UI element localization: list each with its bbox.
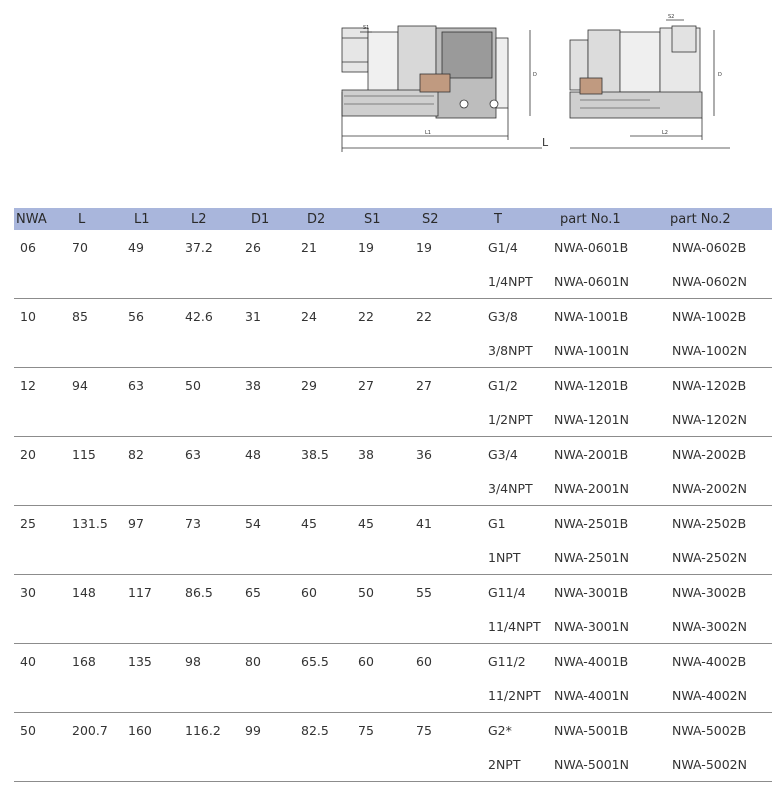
cell-p1: NWA-3001N: [548, 609, 666, 644]
cell-l1: 135: [128, 653, 152, 669]
cell-d1: [239, 333, 295, 368]
cell-p1: NWA-1201N: [548, 402, 666, 437]
table-row: [14, 299, 772, 334]
cell-p2: NWA-1002B: [672, 308, 747, 324]
cell-s2: [410, 678, 466, 713]
cell-l2: [179, 333, 239, 368]
cell-l1: 160: [128, 722, 152, 738]
cell-d2: 65.5: [301, 653, 329, 669]
cell-nwa: 06: [20, 239, 36, 255]
column-header: L: [66, 208, 122, 230]
table-row: [14, 437, 772, 472]
cell-l: [66, 609, 122, 644]
cell-d1: 54: [245, 515, 261, 531]
cell-p2: NWA-2002B: [672, 446, 747, 462]
cell-p1: NWA-4001N: [548, 678, 666, 713]
cell-nwa: [14, 471, 66, 506]
cell-t: 2NPT: [466, 747, 548, 782]
cell-p2: NWA-1202N: [666, 402, 772, 437]
cell-l2: [179, 471, 239, 506]
column-header: L2: [179, 208, 239, 230]
table-row: [14, 747, 772, 782]
cell-p2: NWA-0602B: [672, 239, 747, 255]
cell-t: G1/4: [488, 239, 518, 255]
cell-l: 85: [72, 308, 88, 324]
cell-p2: NWA-5002N: [666, 747, 772, 782]
cell-d1: 80: [245, 653, 261, 669]
table-row: [14, 368, 772, 403]
cell-l2: [179, 264, 239, 299]
cell-nwa: [14, 678, 66, 713]
cell-d2: [295, 609, 352, 644]
cell-nwa: 40: [20, 653, 36, 669]
cell-l2: [179, 609, 239, 644]
cell-p1: NWA-5001N: [548, 747, 666, 782]
cell-l: [66, 678, 122, 713]
cell-l: 148: [72, 584, 96, 600]
cell-d2: 82.5: [301, 722, 329, 738]
cell-s1: 22: [358, 308, 374, 324]
cell-s1: [352, 678, 410, 713]
cell-p2: NWA-5002B: [672, 722, 747, 738]
cell-l2: [179, 402, 239, 437]
cell-p1: NWA-1201B: [554, 377, 629, 393]
cell-l1: [122, 747, 179, 782]
cell-p1: NWA-1001N: [548, 333, 666, 368]
l1-label: L1: [425, 130, 431, 136]
cell-l1: [122, 540, 179, 575]
cell-p2: NWA-3002N: [666, 609, 772, 644]
cell-l1: 56: [128, 308, 144, 324]
cell-l1: 97: [128, 515, 144, 531]
cell-s2: 27: [416, 377, 432, 393]
cell-nwa: [14, 540, 66, 575]
cell-l: 200.7: [72, 722, 108, 738]
cell-p2: NWA-2502B: [672, 515, 747, 531]
cell-l: 168: [72, 653, 96, 669]
table-row: [14, 333, 772, 368]
cell-s2: [410, 609, 466, 644]
column-header: D1: [239, 208, 295, 230]
d1-label: D: [533, 72, 537, 78]
cell-s2: 41: [416, 515, 432, 531]
cell-l2: 116.2: [185, 722, 221, 738]
cell-p1: NWA-2501N: [548, 540, 666, 575]
spec-table: [14, 208, 772, 782]
cell-nwa: 25: [20, 515, 36, 531]
cell-d2: [295, 333, 352, 368]
cell-nwa: [14, 747, 66, 782]
cell-d1: 31: [245, 308, 261, 324]
l2-label: L2: [662, 130, 668, 136]
table-row: [14, 644, 772, 679]
cell-t: G11/2: [488, 653, 526, 669]
cell-p1: NWA-0601N: [548, 264, 666, 299]
cell-d1: 26: [245, 239, 261, 255]
cell-nwa: [14, 609, 66, 644]
cell-nwa: 10: [20, 308, 36, 324]
cell-t: G3/8: [488, 308, 518, 324]
column-header: D2: [295, 208, 352, 230]
cell-s2: [410, 747, 466, 782]
cell-s1: [352, 747, 410, 782]
cell-l1: [122, 402, 179, 437]
cell-l2: [179, 540, 239, 575]
cell-t: G3/4: [488, 446, 518, 462]
column-header: S2: [410, 208, 466, 230]
cell-t: G1: [488, 515, 506, 531]
table-header: [14, 208, 772, 230]
l-label: L: [542, 136, 549, 149]
cell-t: 1/4NPT: [466, 264, 548, 299]
cell-s1: 27: [358, 377, 374, 393]
cell-s2: [410, 540, 466, 575]
cell-p1: NWA-3001B: [554, 584, 629, 600]
cell-l1: [122, 264, 179, 299]
cell-s2: 22: [416, 308, 432, 324]
cell-d1: 65: [245, 584, 261, 600]
cell-p2: NWA-3002B: [672, 584, 747, 600]
cell-s2: [410, 402, 466, 437]
cell-p2: NWA-1202B: [672, 377, 747, 393]
cell-s1: 60: [358, 653, 374, 669]
cell-p1: NWA-1001B: [554, 308, 629, 324]
cell-d2: 29: [301, 377, 317, 393]
table-row: [14, 264, 772, 299]
cell-d2: [295, 471, 352, 506]
cell-d2: [295, 402, 352, 437]
cell-l: 131.5: [72, 515, 108, 531]
table-row: [14, 609, 772, 644]
table-row: [14, 713, 772, 748]
cell-d2: 38.5: [301, 446, 329, 462]
d2-label: D: [718, 72, 722, 78]
cell-l: [66, 540, 122, 575]
cell-l1: 49: [128, 239, 144, 255]
cell-d1: [239, 678, 295, 713]
cell-l: 94: [72, 377, 88, 393]
column-header: L1: [122, 208, 179, 230]
cell-p2: NWA-0602N: [666, 264, 772, 299]
cell-nwa: 12: [20, 377, 36, 393]
cell-d2: [295, 747, 352, 782]
cell-l2: 86.5: [185, 584, 213, 600]
cell-s1: [352, 540, 410, 575]
cell-nwa: 20: [20, 446, 36, 462]
coupling-technical-drawing: [330, 8, 750, 158]
cell-s2: [410, 333, 466, 368]
cell-l1: 82: [128, 446, 144, 462]
cell-t: 3/8NPT: [466, 333, 548, 368]
cell-s1: [352, 264, 410, 299]
table-row: [14, 230, 772, 264]
cell-nwa: [14, 333, 66, 368]
cell-t: 11/4NPT: [466, 609, 548, 644]
cell-nwa: [14, 264, 66, 299]
cell-l2: [179, 678, 239, 713]
cell-s1: 19: [358, 239, 374, 255]
cell-nwa: [14, 402, 66, 437]
cell-l1: 63: [128, 377, 144, 393]
cell-d2: 60: [301, 584, 317, 600]
cell-l: [66, 471, 122, 506]
cell-l2: [179, 747, 239, 782]
cell-l: 70: [72, 239, 88, 255]
cell-t: G2*: [488, 722, 512, 738]
cell-d2: [295, 540, 352, 575]
cell-t: 1NPT: [466, 540, 548, 575]
cell-s2: 36: [416, 446, 432, 462]
cell-d1: 38: [245, 377, 261, 393]
s1-label: S1: [363, 25, 370, 31]
cell-p2: NWA-1002N: [666, 333, 772, 368]
cell-s1: [352, 609, 410, 644]
cell-s1: [352, 471, 410, 506]
cell-s2: 75: [416, 722, 432, 738]
cell-l2: 73: [185, 515, 201, 531]
cell-t: G1/2: [488, 377, 518, 393]
column-header: S1: [352, 208, 410, 230]
cell-l: [66, 333, 122, 368]
cell-l2: 50: [185, 377, 201, 393]
cell-l: 115: [72, 446, 96, 462]
cell-p1: NWA-5001B: [554, 722, 629, 738]
cell-s2: [410, 471, 466, 506]
cell-d1: [239, 471, 295, 506]
table-row: [14, 678, 772, 713]
cell-d2: 24: [301, 308, 317, 324]
cell-s2: 19: [416, 239, 432, 255]
cell-l1: [122, 609, 179, 644]
cell-s1: 75: [358, 722, 374, 738]
cell-d1: [239, 402, 295, 437]
cell-p1: NWA-4001B: [554, 653, 629, 669]
cell-t: G11/4: [488, 584, 526, 600]
table-row: [14, 506, 772, 541]
s2-label: S2: [668, 14, 675, 20]
cell-l2: 98: [185, 653, 201, 669]
cell-l2: 37.2: [185, 239, 213, 255]
cell-s1: [352, 402, 410, 437]
column-header: part No.2: [666, 208, 772, 230]
cell-l: [66, 747, 122, 782]
cell-s2: [410, 264, 466, 299]
cell-d1: [239, 540, 295, 575]
table-row: [14, 540, 772, 575]
cell-l2: 63: [185, 446, 201, 462]
cell-s2: 55: [416, 584, 432, 600]
cell-l2: 42.6: [185, 308, 213, 324]
cell-p2: NWA-4002N: [666, 678, 772, 713]
column-header: part No.1: [548, 208, 666, 230]
cell-d2: [295, 264, 352, 299]
cell-l1: [122, 333, 179, 368]
cell-s1: 50: [358, 584, 374, 600]
cell-p2: NWA-2502N: [666, 540, 772, 575]
cell-s1: 38: [358, 446, 374, 462]
cell-p1: NWA-0601B: [554, 239, 629, 255]
cell-p1: NWA-2501B: [554, 515, 629, 531]
cell-t: 1/2NPT: [466, 402, 548, 437]
cell-d1: [239, 264, 295, 299]
cell-s1: [352, 333, 410, 368]
cell-d1: 48: [245, 446, 261, 462]
cell-d2: [295, 678, 352, 713]
cell-t: 3/4NPT: [466, 471, 548, 506]
cell-s2: 60: [416, 653, 432, 669]
column-header: T: [466, 208, 548, 230]
cell-nwa: 30: [20, 584, 36, 600]
cell-p1: NWA-2001B: [554, 446, 629, 462]
cell-t: 11/2NPT: [466, 678, 548, 713]
cell-d2: 45: [301, 515, 317, 531]
cell-s1: 45: [358, 515, 374, 531]
cell-l: [66, 264, 122, 299]
cell-l1: [122, 678, 179, 713]
cell-nwa: 50: [20, 722, 36, 738]
table-row: [14, 471, 772, 506]
cell-p2: NWA-2002N: [666, 471, 772, 506]
cell-d1: 99: [245, 722, 261, 738]
cell-l: [66, 402, 122, 437]
cell-l1: 117: [128, 584, 152, 600]
cell-l1: [122, 471, 179, 506]
cell-d2: 21: [301, 239, 317, 255]
column-header: NWA: [14, 208, 66, 230]
cell-p1: NWA-2001N: [548, 471, 666, 506]
cell-d1: [239, 609, 295, 644]
table-row: [14, 402, 772, 437]
cell-d1: [239, 747, 295, 782]
cell-p2: NWA-4002B: [672, 653, 747, 669]
table-row: [14, 575, 772, 610]
